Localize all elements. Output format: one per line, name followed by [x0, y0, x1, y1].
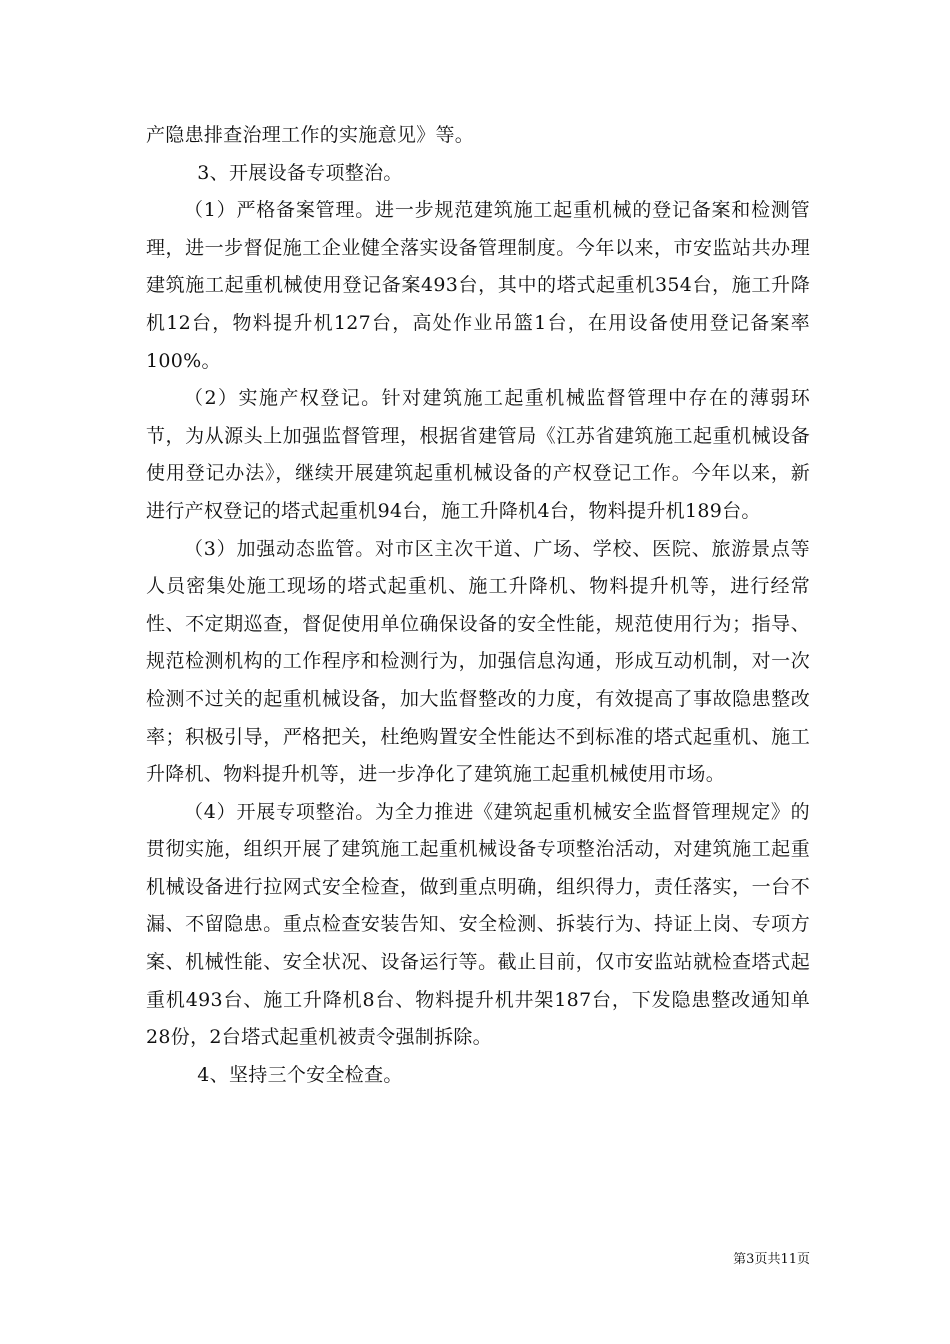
paragraph-property-registration: （2）实施产权登记。针对建筑施工起重机械监督管理中存在的薄弱环节，为从源头上加强监督管理，根据省建管局《江苏省建筑施工起重机械设备使用登记办法》，继续开展建筑起重机械设备的产权登记工作。今年以来，新进行产权登记的塔式起重机94台，施工升降机4台，物料提升机189台。 [146, 387, 810, 522]
page-indicator: 第3页共11页 [733, 1252, 810, 1267]
section-heading-4: 4、坚持三个安全检查。 [197, 1063, 403, 1086]
document-body [146, 117, 810, 1094]
paragraph-1: 产隐患排查治理工作的实施意见》等。 [146, 124, 475, 146]
section-heading-3: 3、开展设备专项整治。 [197, 161, 403, 184]
paragraph-filing-management: （1）严格备案管理。进一步规范建筑施工起重机械的登记备案和检测管理，进一步督促施工企业健全落实设备管理制度。今年以来，市安监站共办理建筑施工起重机械使用登记备案493台，其中的塔式起重机354台，施工升降机12台，物料提升机127台，高处作业吊篮1台，在用设备使用登记备案率100%。 [146, 199, 810, 372]
paragraph-special-rectification: （4）开展专项整治。为全力推进《建筑起重机械安全监督管理规定》的贯彻实施，组织开展了建筑施工起重机械设备专项整治活动，对建筑施工起重机械设备进行拉网式安全检查，做到重点明确，组织得力，责任落实，一台不漏、不留隐患。重点检查安装告知、安全检测、拆装行为、持证上岗、专项方案、机械性能、安全状况、设备运行等。截止目前，仅市安监站就检查塔式起重机493台、施工升降机8台、物料提升机井架187台，下发隐患整改通知单28份，2台塔式起重机被责令强制拆除。 [146, 800, 810, 1049]
paragraph-dynamic-supervision: （3）加强动态监管。对市区主次干道、广场、学校、医院、旅游景点等人员密集处施工现场的塔式起重机、施工升降机、物料提升机等，进行经常性、不定期巡查，督促使用单位确保设备的安全性能，规范使用行为；指导、规范检测机构的工作程序和检测行为，加强信息沟通，形成互动机制，对一次检测不过关的起重机械设备，加大监督整改的力度，有效提高了事故隐患整改率；积极引导，严格把关，杜绝购置安全性能达不到标准的塔式起重机、施工升降机、物料提升机等，进一步净化了建筑施工起重机械使用市场。 [146, 537, 810, 786]
